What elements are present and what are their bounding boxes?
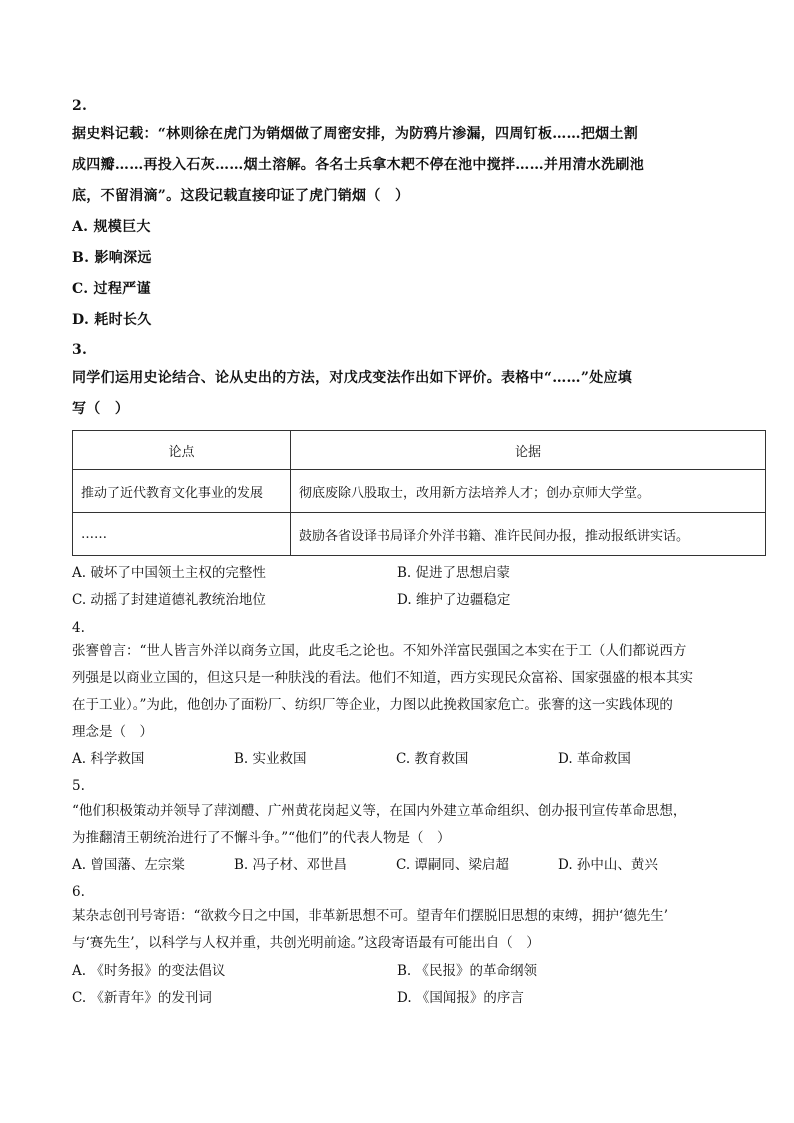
q6-options (72, 958, 722, 1012)
q3-option-a[interactable]: A. 破坏了中国领土主权的完整性 (72, 565, 266, 581)
q2-stem-line: 成四瓣……再投入石灰……烟土溶解。各名士兵拿木耙不停在池中搅拌……并用清水洗刷池 (72, 157, 644, 173)
q4-stem (72, 638, 722, 746)
q4-option-c[interactable]: C. 教育救国 (396, 751, 469, 767)
q5-options (72, 852, 722, 879)
q2-stem-line: 据史料记载：“林则徐在虎门为销烟做了周密安排，为防鸦片渗漏，四周钉板……把烟土割 (72, 126, 639, 142)
q4-number: 4. (72, 620, 85, 636)
q5-stem-line: 为推翻清王朝统治进行了不懈斗争。”“他们”的代表人物是（ ） (72, 830, 451, 846)
q5-number: 5. (72, 778, 85, 794)
table-cell: …… (73, 513, 291, 556)
q5-stem (72, 798, 722, 852)
q2-option-a[interactable]: A. 规模巨大 (72, 219, 151, 235)
q3-table-wrap (72, 430, 722, 556)
q5-option-c[interactable]: C. 谭嗣同、梁启超 (396, 857, 509, 873)
q3-number: 3. (72, 342, 88, 358)
q3-table (72, 430, 766, 556)
q6-stem-line: 某杂志创刊号寄语：“欲救今日之中国，非革新思想不可。望青年们摆脱旧思想的束缚，拥护‘德先生’ (72, 908, 668, 924)
q6-option-d[interactable]: D. 《国闻报》的序言 (397, 990, 524, 1006)
q5-option-a[interactable]: A. 曾国藩、左宗棠 (72, 857, 185, 873)
q3-option-d[interactable]: D. 维护了边疆稳定 (397, 592, 511, 608)
table-row (73, 470, 766, 513)
q4-stem-line: 张謇曾言：“世人皆言外洋以商务立国，此皮毛之论也。不知外洋富民强国之本实在于工（人们都说西方 (72, 643, 687, 659)
q4-stem-line: 在于工业）。”为此，他创办了面粉厂、纺织厂等企业，力图以此挽救国家危亡。张謇的这一实践体现的 (72, 697, 673, 713)
q6-option-a[interactable]: A. 《时务报》的变法倡议 (72, 963, 226, 979)
q3-option-b[interactable]: B. 促进了思想启蒙 (397, 565, 511, 581)
table-header-row (73, 431, 766, 470)
table-header-argument: 论点 (73, 431, 291, 470)
table-cell: 彻底废除八股取士，改用新方法培养人才；创办京师大学堂。 (291, 470, 766, 513)
q6-number: 6. (72, 884, 85, 900)
q4-option-b[interactable]: B. 实业救国 (234, 751, 307, 767)
q2-option-d[interactable]: D. 耗时长久 (72, 312, 152, 328)
q6-stem-line: 与‘赛先生’，以科学与人权并重，共创光明前途。”这段寄语最有可能出自（ ） (72, 935, 540, 951)
q2-option-b[interactable]: B. 影响深远 (72, 250, 152, 266)
table-cell: 鼓励各省设译书局译介外洋书籍、准许民间办报，推动报纸讲实话。 (291, 513, 766, 556)
q5-stem-line: “他们积极策动并领导了萍浏醴、广州黄花岗起义等，在国内外建立革命组织、创办报刊宣传革命思想， (72, 803, 687, 819)
q2-option-c[interactable]: C. 过程严谨 (72, 281, 151, 297)
q2-stem (72, 119, 722, 212)
q5-option-d[interactable]: D. 孙中山、黄兴 (558, 857, 658, 873)
table-row (73, 513, 766, 556)
q2-number: 2. (72, 98, 88, 114)
q6-stem (72, 903, 722, 957)
q4-option-a[interactable]: A. 科学救国 (72, 751, 145, 767)
q4-option-d[interactable]: D. 革命救国 (558, 751, 631, 767)
q3-stem-line: 写（ ） (72, 401, 130, 417)
table-header-evidence: 论据 (291, 431, 766, 470)
q6-option-b[interactable]: B. 《民报》的革命纲领 (397, 963, 538, 979)
q3-stem-line: 同学们运用史论结合、论从史出的方法，对戊戌变法作出如下评价。表格中“……”处应填 (72, 370, 633, 386)
q6-option-c[interactable]: C. 《新青年》的发刊词 (72, 990, 212, 1006)
table-cell: 推动了近代教育文化事业的发展 (73, 470, 291, 513)
q2-stem-line: 底，不留涓滴”。这段记载直接印证了虎门销烟（ ） (72, 188, 410, 204)
q4-stem-line: 理念是（ ） (72, 724, 153, 740)
q5-option-b[interactable]: B. 冯子材、邓世昌 (234, 857, 348, 873)
q4-stem-line: 列强是以商业立国的，但这只是一种肤浅的看法。他们不知道，西方实现民众富裕、国家强盛的根本其实 (72, 670, 693, 686)
q3-stem (72, 363, 722, 425)
q3-option-c[interactable]: C. 动摇了封建道德礼教统治地位 (72, 592, 266, 608)
q4-options (72, 746, 722, 773)
q3-options (72, 560, 722, 614)
q2-options (72, 212, 722, 336)
